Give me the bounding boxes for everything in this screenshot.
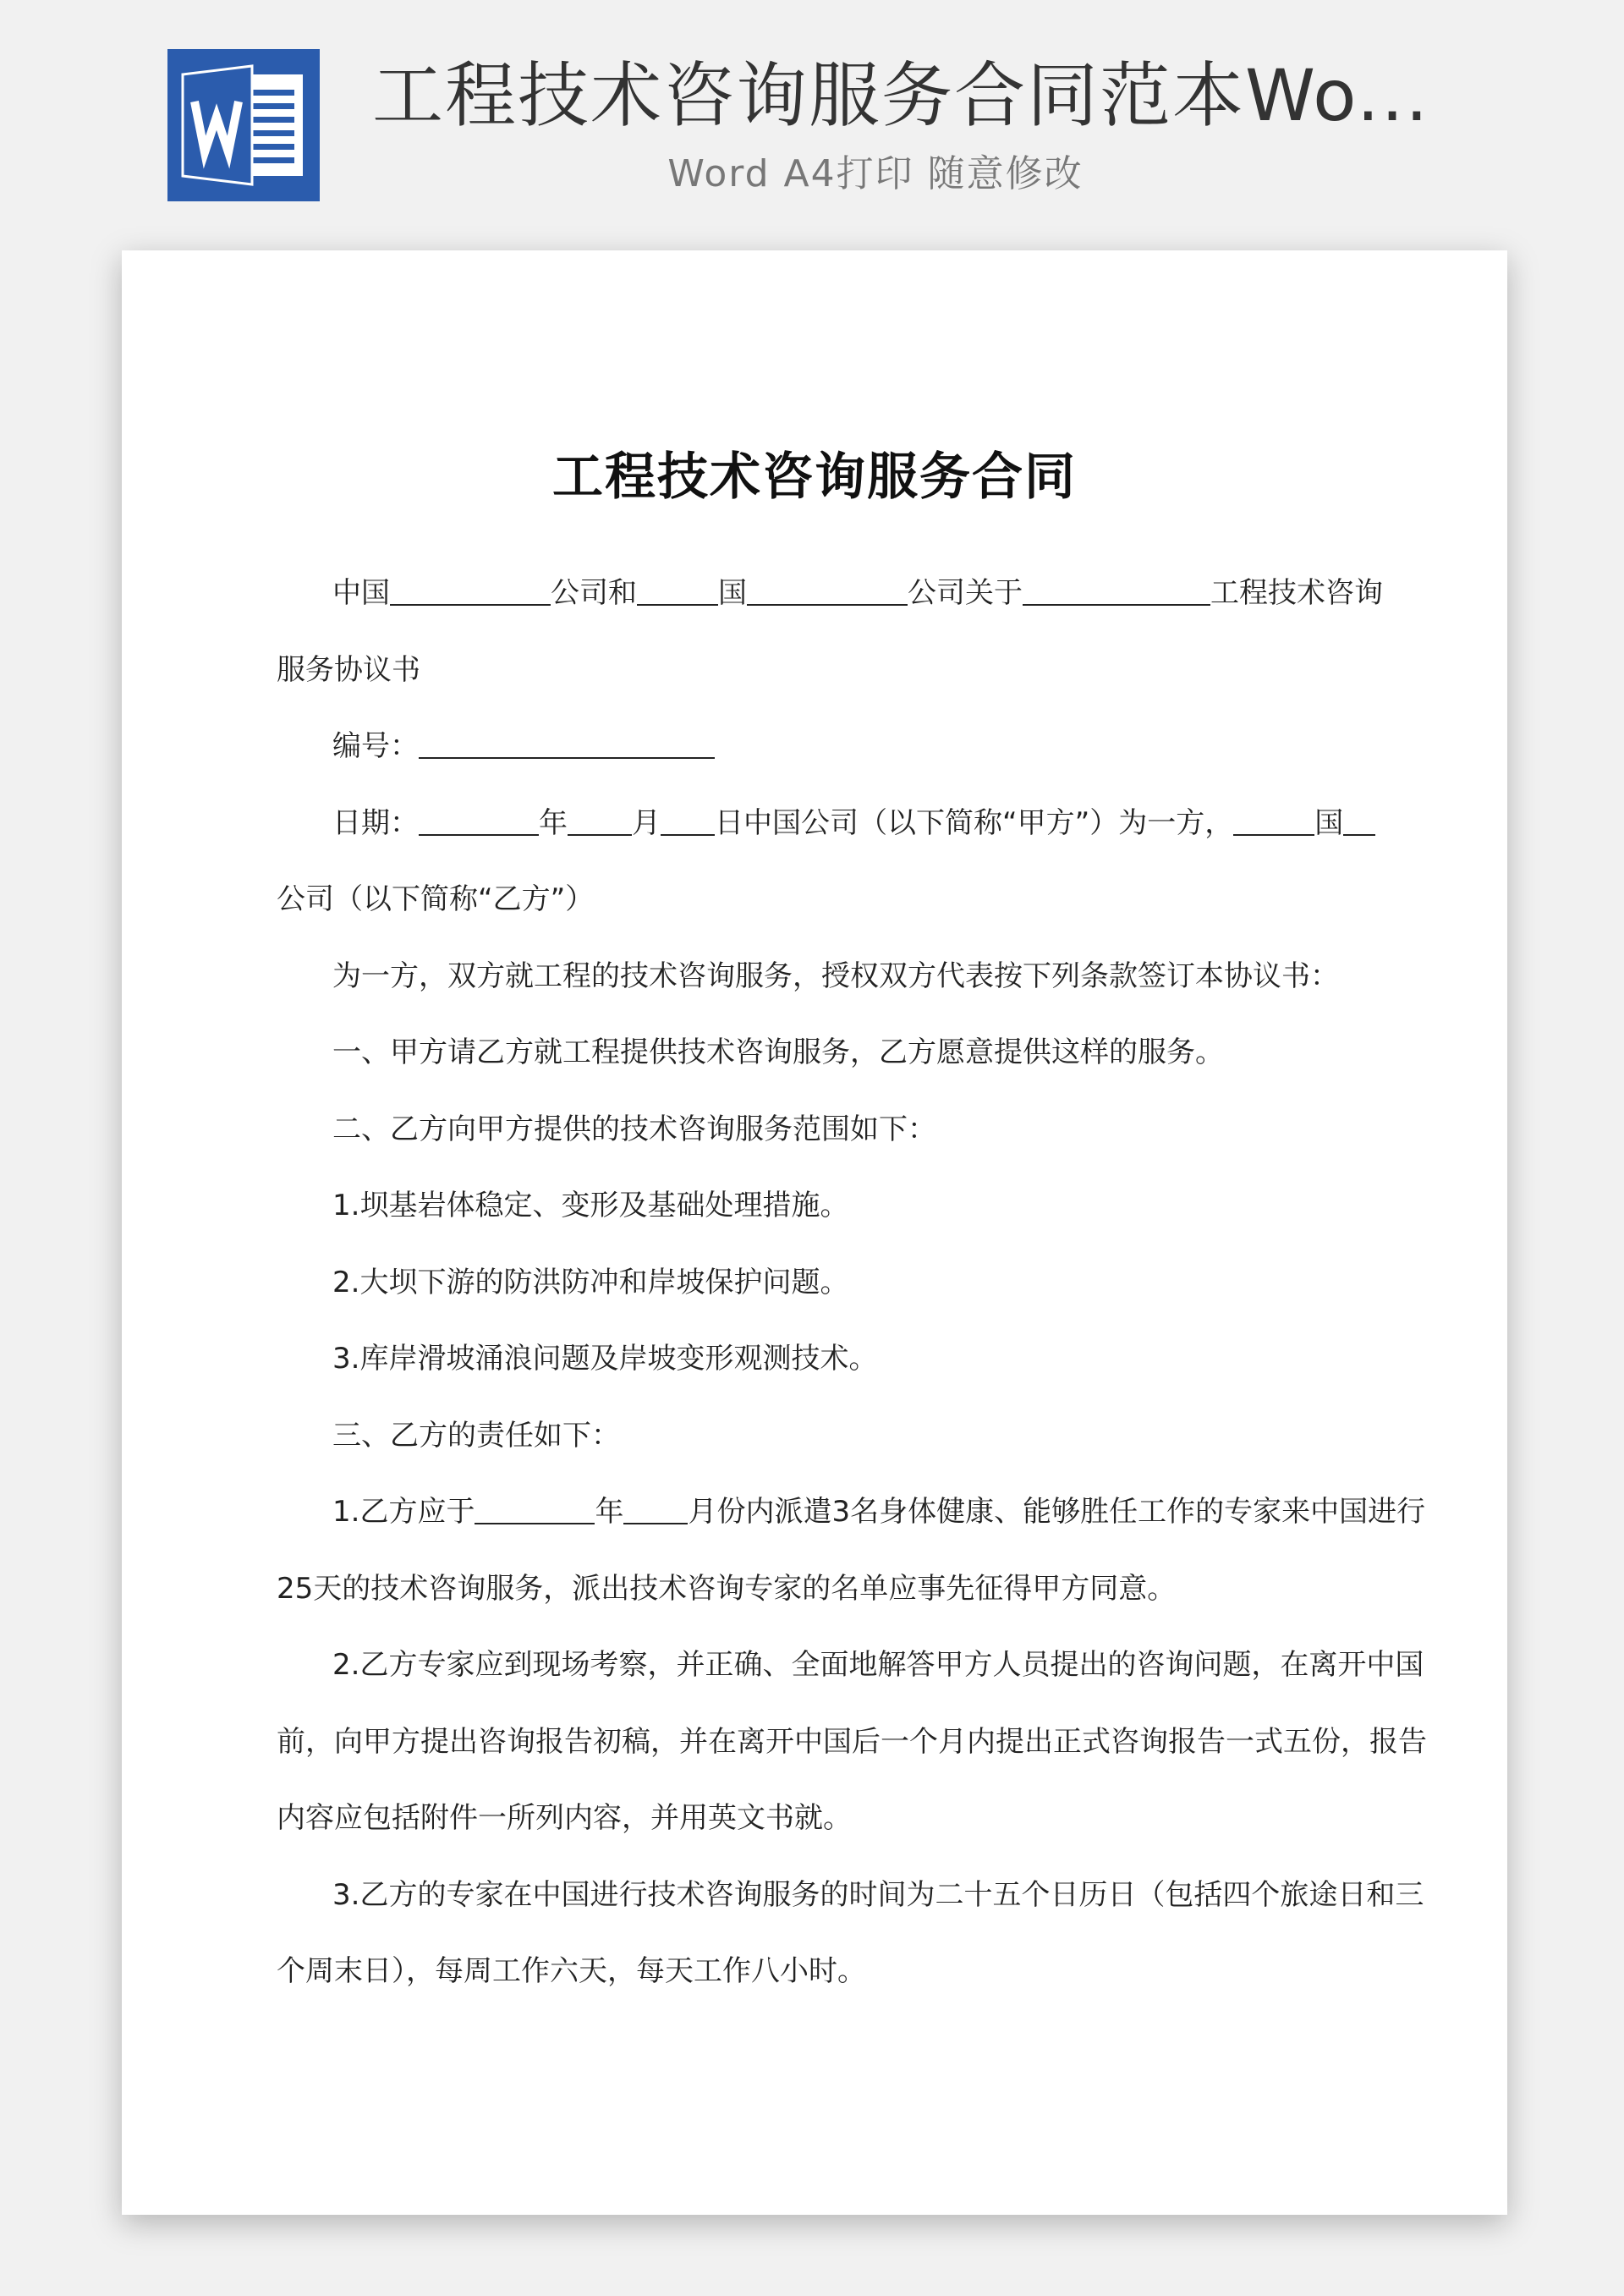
clause-3: 三、乙方的责任如下： bbox=[332, 1418, 620, 1453]
intro-text-4: 公司关于 bbox=[908, 576, 1023, 610]
header-title: 工程技术咨询服务合同范本Wo... bbox=[372, 54, 1430, 137]
blank-field bbox=[637, 579, 718, 606]
clause-3-item-1-text-2: 年 bbox=[595, 1495, 624, 1529]
blank-field bbox=[568, 809, 632, 836]
number-label: 编号： bbox=[332, 729, 419, 763]
clause-3-item-2: 2.乙方专家应到现场考察，并正确、全面地解答甲方人员提出的咨询问题，在离开中国 bbox=[332, 1648, 1424, 1682]
clause-2: 二、乙方向甲方提供的技术咨询服务范围如下： bbox=[332, 1112, 936, 1146]
date-text-5: 国 bbox=[1314, 805, 1344, 840]
date-text-2: 年 bbox=[539, 805, 568, 840]
intro-continuation: 服务协议书 bbox=[277, 652, 420, 687]
date-text-1: 日期： bbox=[332, 805, 419, 840]
clause-3-item-1-text-3: 月份内派遣3名身体健康、能够胜任工作的专家来中国进行 bbox=[688, 1495, 1426, 1529]
blank-field bbox=[1023, 579, 1210, 606]
clause-3-item-3-continuation: 个周末日），每周工作六天，每天工作八小时。 bbox=[277, 1954, 866, 1988]
intro-line bbox=[277, 555, 1496, 632]
clause-2-item-1: 1.坝基岩体稳定、变形及基础处理措施。 bbox=[332, 1189, 849, 1222]
blank-field bbox=[1343, 809, 1375, 836]
paragraph-party: 为一方，双方就工程的技术咨询服务，授权双方代表按下列条款签订本协议书： bbox=[332, 958, 1339, 993]
date-text-4: 日中国公司（以下简称“甲方”）为一方， bbox=[715, 805, 1234, 840]
intro-text-1: 中国 bbox=[332, 576, 390, 610]
document-title: 工程技术咨询服务合同 bbox=[552, 448, 1077, 507]
clause-3-item-2-continuation-1: 前，向甲方提出咨询报告初稿，并在离开中国后一个月内提出正式咨询报告一式五份，报告 bbox=[277, 1724, 1427, 1759]
clause-2-item-2: 2.大坝下游的防洪防冲和岸坡保护问题。 bbox=[332, 1265, 849, 1299]
header bbox=[0, 0, 1624, 228]
blank-field bbox=[475, 1497, 595, 1524]
intro-text-5: 工程技术咨询 bbox=[1210, 576, 1383, 610]
clause-3-item-1-continuation: 25天的技术咨询服务，派出技术咨询专家的名单应事先征得甲方同意。 bbox=[277, 1571, 1177, 1606]
blank-field bbox=[747, 579, 908, 606]
clause-3-item-1-text-1: 1.乙方应于 bbox=[332, 1495, 475, 1529]
blank-field bbox=[1233, 809, 1314, 836]
clause-3-item-3: 3.乙方的专家在中国进行技术咨询服务的时间为二十五个日历日（包括四个旅途日和三 bbox=[332, 1877, 1424, 1912]
clause-3-item-1 bbox=[277, 1474, 1496, 1551]
clause-1: 一、甲方请乙方就工程提供技术咨询服务，乙方愿意提供这样的服务。 bbox=[332, 1035, 1224, 1069]
clause-3-item-2-continuation-2: 内容应包括附件一所列内容，并用英文书就。 bbox=[277, 1801, 852, 1835]
intro-text-2: 公司和 bbox=[551, 576, 637, 610]
document-page bbox=[122, 250, 1507, 2215]
intro-text-3: 国 bbox=[718, 576, 747, 610]
header-subtitle: Word A4打印 随意修改 bbox=[667, 152, 1084, 195]
blank-field bbox=[661, 809, 715, 836]
date-line bbox=[277, 785, 1496, 862]
blank-field bbox=[390, 579, 551, 606]
blank-field bbox=[623, 1497, 688, 1524]
number-line bbox=[277, 708, 1496, 785]
blank-field bbox=[419, 732, 715, 759]
date-text-3: 月 bbox=[632, 805, 661, 840]
clause-2-item-3: 3.库岸滑坡涌浪问题及岸坡变形观测技术。 bbox=[332, 1342, 878, 1376]
blank-field bbox=[419, 809, 539, 836]
date-continuation: 公司（以下简称“乙方”） bbox=[277, 882, 595, 916]
document-body bbox=[277, 555, 1496, 2010]
